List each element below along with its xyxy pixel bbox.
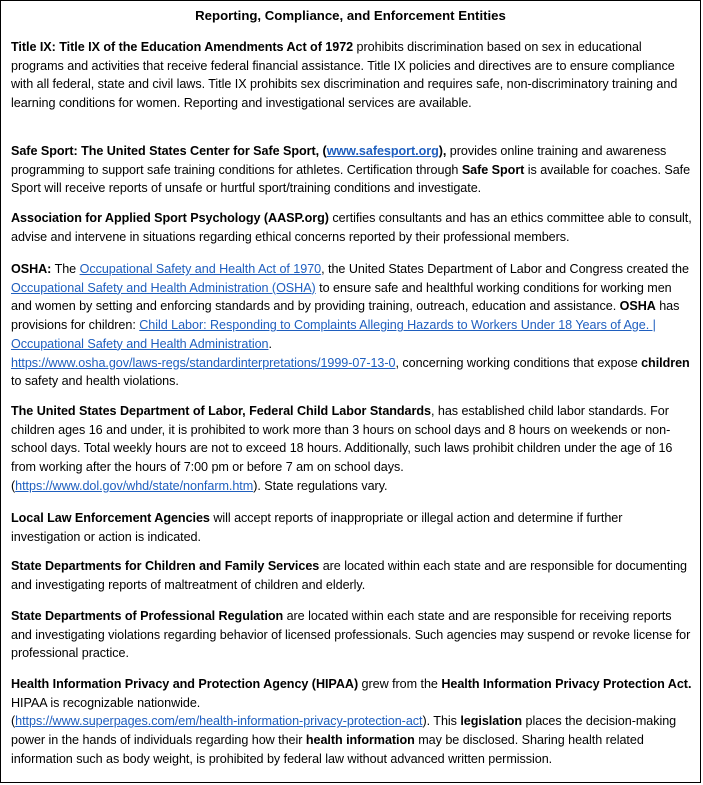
aasp-lead: Association for Applied Sport Psychology (AASP.org) xyxy=(11,211,329,225)
osha-act-link[interactable]: Occupational Safety and Health Act of 1970 xyxy=(79,262,322,276)
dol-open-paren: ( xyxy=(11,478,16,493)
hipaa-text-2: HIPAA is recognizable nationwide. xyxy=(11,695,201,710)
prof-regulation-body: are located within each state and are responsible for receiving reports and investigating violations regarding behavior of licensed professionals. Such agencies may suspend or revoke license for professional practice. xyxy=(11,609,691,661)
hipaa-open-paren: ( xyxy=(11,714,16,729)
dol-body: , has established child labor standards. For children ages 16 and under, it is prohibited to work more than 3 hours on school days and 8 hours on weekends or non-school days. Total weekly hours are not to exceed 18 hours. Additionally, such laws prohibit children under the age of 16 from working after the hours of 7:00 pm or before 7 am on school days. xyxy=(11,404,673,475)
title-ix-body: prohibits discrimination based on sex in educational programs and activities that receive federal financial assistance. Title IX policies and directives are to ensure compliance with all federal, state and civil laws. Title IX prohibits sex discrimination and requires safe, non-discriminatory training and learning conditions for women. Reporting and investigational services are available. xyxy=(11,40,678,111)
child-labor-link[interactable]: Child Labor: Responding to Complaints Alleging Hazards to Workers Under 18 Years of Age. | Occupational Safety and Health Administration xyxy=(11,318,656,351)
aasp-paragraph xyxy=(11,209,695,246)
osha-administration-link[interactable]: Occupational Safety and Health Administration (OSHA) xyxy=(11,280,316,295)
children-family-paragraph xyxy=(11,557,695,594)
safe-sport-body-1: provides online training and awareness programming to support safe training conditions for athletes. Certification through xyxy=(11,144,667,177)
law-enforcement-body: will accept reports of inappropriate or illegal action and determine if further investigation or action is indicated. xyxy=(11,511,623,544)
law-enforcement-lead: Local Law Enforcement Agencies xyxy=(11,511,210,525)
osha-interpretation-link[interactable]: https://www.osha.gov/laws-regs/standardinterpretations/1999-07-13-0 xyxy=(11,355,396,370)
hipaa-legislation-bold: legislation xyxy=(460,714,523,729)
osha-text-4: has provisions for children: xyxy=(11,299,680,333)
safe-sport-body-2: is available for coaches. Safe Sport will receive reports of unsafe or hurtful sport/training conditions and investigate. xyxy=(11,162,691,196)
children-family-body: are located within each state and are responsible for documenting and investigating reports of maltreatment of children and elderly. xyxy=(11,559,687,592)
safe-sport-lead: Safe Sport: The United States Center for Safe Sport, ( xyxy=(11,144,327,158)
hipaa-text-4: places the decision-making power in the hands of individuals regarding how their xyxy=(11,714,677,748)
hipaa-lead: Health Information Privacy and Protection Agency (HIPAA) xyxy=(11,677,359,691)
osha-children-bold: children xyxy=(641,355,690,370)
hipaa-text-1: grew from the xyxy=(358,677,442,691)
safe-sport-lead-end: ), xyxy=(438,144,447,158)
hipaa-health-info-bold: health information xyxy=(305,733,415,748)
osha-text-2: , the United States Department of Labor and Congress created the xyxy=(321,262,689,276)
law-enforcement-paragraph xyxy=(11,509,695,546)
dol-paragraph xyxy=(11,402,695,496)
osha-paragraph xyxy=(11,260,695,391)
osha-bold: OSHA xyxy=(619,299,656,314)
hipaa-act-bold: Health Information Privacy Protection Act. xyxy=(441,677,692,691)
aasp-body: certifies consultants and has an ethics committee able to consult, advise and intervene in situations regarding ethical concerns reported by their professional members. xyxy=(11,211,692,244)
dol-link[interactable]: https://www.dol.gov/whd/state/nonfarm.htm xyxy=(15,478,254,493)
osha-text-6: , concerning working conditions that expose xyxy=(395,355,642,370)
hipaa-link[interactable]: https://www.superpages.com/em/health-information-privacy-protection-act xyxy=(15,714,423,729)
osha-text-1: The xyxy=(51,262,80,276)
osha-text-3: to ensure safe and healthful working conditions for working men and women by setting and enforcing standards and by providing training, outreach, education and assistance. xyxy=(11,280,672,314)
prof-regulation-paragraph xyxy=(11,607,695,663)
safesport-link[interactable]: www.safesport.org xyxy=(326,144,439,158)
osha-text-7: to safety and health violations. xyxy=(11,374,179,389)
safe-sport-paragraph xyxy=(11,142,695,198)
safe-sport-bold: Safe Sport xyxy=(461,162,525,177)
hipaa-paragraph xyxy=(11,675,695,769)
dol-close: ). State regulations vary. xyxy=(253,478,388,493)
title-ix-act-name: Title IX of the Education Amendments Act of 1972 xyxy=(59,40,354,54)
dol-lead: The United States Department of Labor, Federal Child Labor Standards xyxy=(11,404,431,418)
osha-text-5: . xyxy=(268,336,272,351)
page-title: Reporting, Compliance, and Enforcement Entities xyxy=(195,8,506,23)
title-ix-lead-separator: : xyxy=(51,40,60,54)
title-ix-lead: Title IX xyxy=(11,40,52,54)
hipaa-text-5: may be disclosed. Sharing health related information such as body weight, is prohibited by federal law without advanced written permission. xyxy=(11,733,644,766)
hipaa-text-3: ). This xyxy=(422,714,461,729)
children-family-lead: State Departments for Children and Family Services xyxy=(11,559,320,573)
prof-regulation-lead: State Departments of Professional Regulation xyxy=(11,609,284,623)
title-ix-paragraph xyxy=(11,38,695,113)
osha-lead: OSHA: xyxy=(11,262,52,276)
